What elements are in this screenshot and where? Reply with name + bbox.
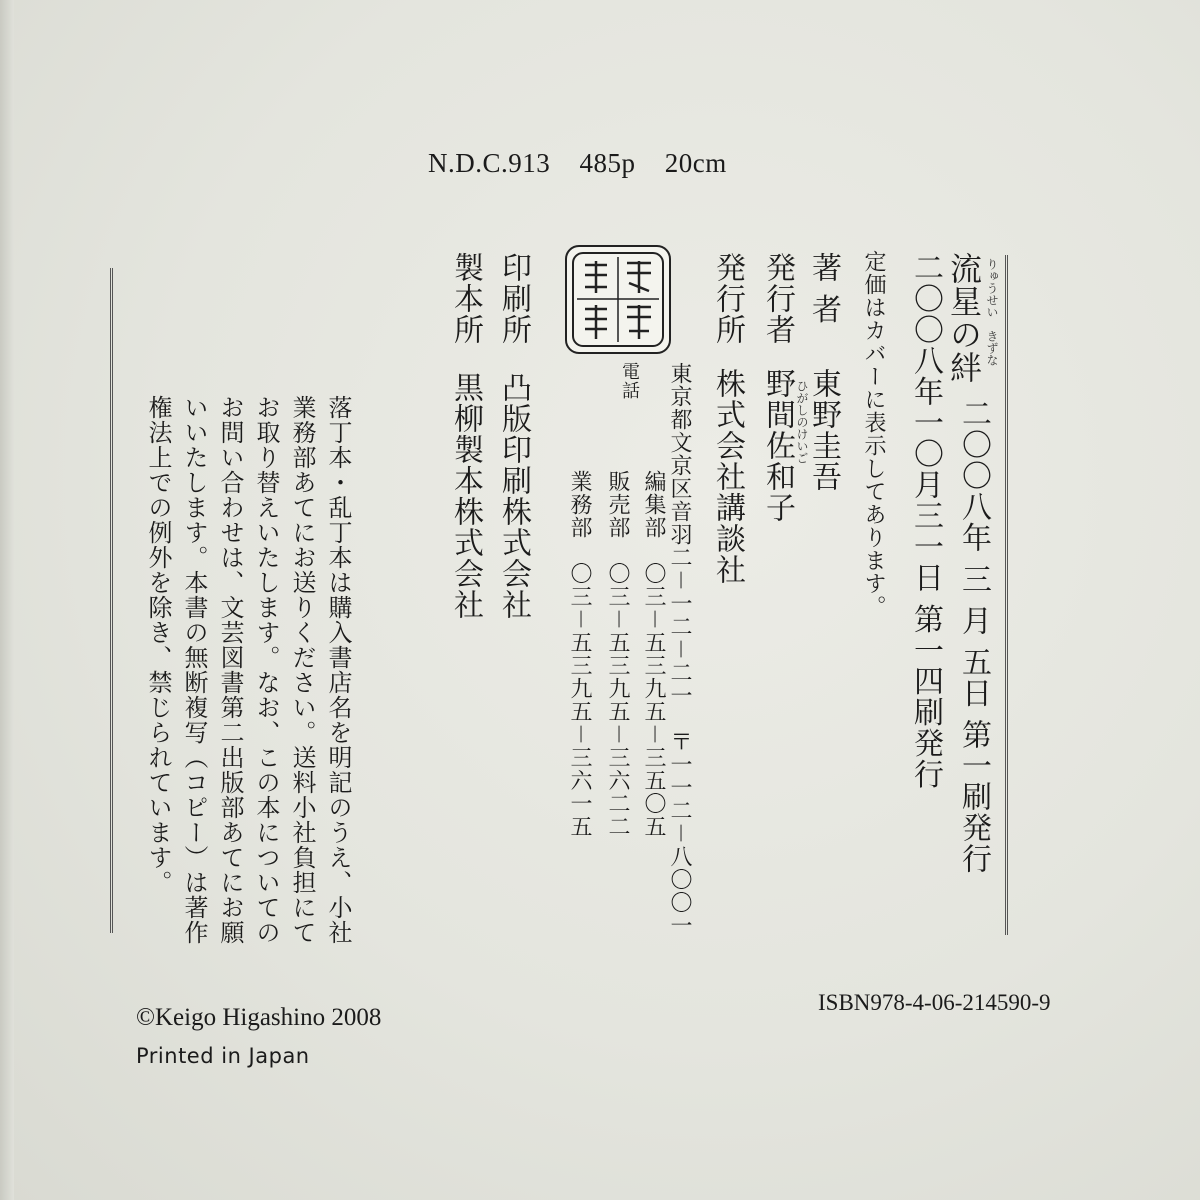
publisher-seal (565, 245, 671, 354)
first-edition-date: 二〇〇八年 三 月 五日 第一刷発行 (956, 398, 991, 875)
phone-dept-sales: 販売部 (605, 470, 630, 539)
issuer-label: 発行者 (760, 252, 795, 345)
author-ruby: ひがしのけいご (795, 380, 809, 464)
notice-line-5: いいたします。本書の無断複写（コピー）は著作 (180, 395, 208, 945)
notice-line-4: お問い合わせは、文芸図書第二出版部あてにお願 (216, 395, 244, 945)
title-ruby-ryusei: りゅうせい (985, 258, 999, 318)
page-count: 485p (579, 148, 636, 178)
copyright-line: ©Keigo Higashino 2008 (136, 1004, 382, 1031)
binder-label: 製本所 (448, 252, 483, 345)
publisher-label: 発行所 (710, 252, 745, 345)
notice-line-2: 業務部あてにお送りください。送料小社負担にて (288, 395, 316, 945)
author-name: 東野圭吾 (806, 368, 841, 492)
ndc-code: N.D.C.913 (428, 148, 551, 178)
phone-dept-business: 業務部 (567, 470, 592, 539)
author-label: 著 者 (806, 252, 841, 325)
notice-line-6: 権法上での例外を除き、禁じられています。 (144, 395, 172, 895)
right-rule (1005, 255, 1008, 935)
seal-glyph-art (567, 247, 669, 352)
publisher-name: 株式会社講談社 (710, 368, 745, 585)
binder-name: 黒柳製本株式会社 (448, 372, 483, 620)
phone-label: 電話 (619, 362, 640, 400)
book-size: 20cm (664, 148, 727, 178)
isbn-number: ISBN978-4-06-214590-9 (818, 990, 1051, 1015)
phone-dept-editorial: 編集部 (641, 470, 666, 539)
price-note: 定価はカバーに表示してあります。 (861, 250, 886, 618)
publisher-address: 東京都文京区音羽二－一二－二一 〒一一二－八〇〇一 (667, 362, 692, 938)
phone-number-business: 〇三－五三九五－三六一五 (567, 562, 592, 839)
title-ruby-kizuna: きずな (985, 330, 999, 366)
printed-in-japan: Printed in Japan (136, 1044, 310, 1068)
page-edge (0, 0, 14, 1200)
catalog-header (428, 148, 749, 179)
fourteenth-edition-date: 二〇〇八年一〇月三一日 第一四刷発行 (908, 252, 943, 790)
printer-label: 印刷所 (496, 252, 531, 345)
phone-number-editorial: 〇三－五三九五－三五〇五 (641, 562, 666, 839)
notice-line-3: お取り替えいたします。なお、この本についての (252, 395, 280, 945)
issuer-name: 野間佐和子 (760, 368, 795, 523)
book-title: 流星の絆 (945, 252, 983, 384)
printer-name: 凸版印刷株式会社 (496, 372, 531, 620)
phone-number-sales: 〇三－五三九五－三六二二 (605, 562, 630, 839)
notice-line-1: 落丁本・乱丁本は購入書店名を明記のうえ、小社 (324, 395, 352, 945)
